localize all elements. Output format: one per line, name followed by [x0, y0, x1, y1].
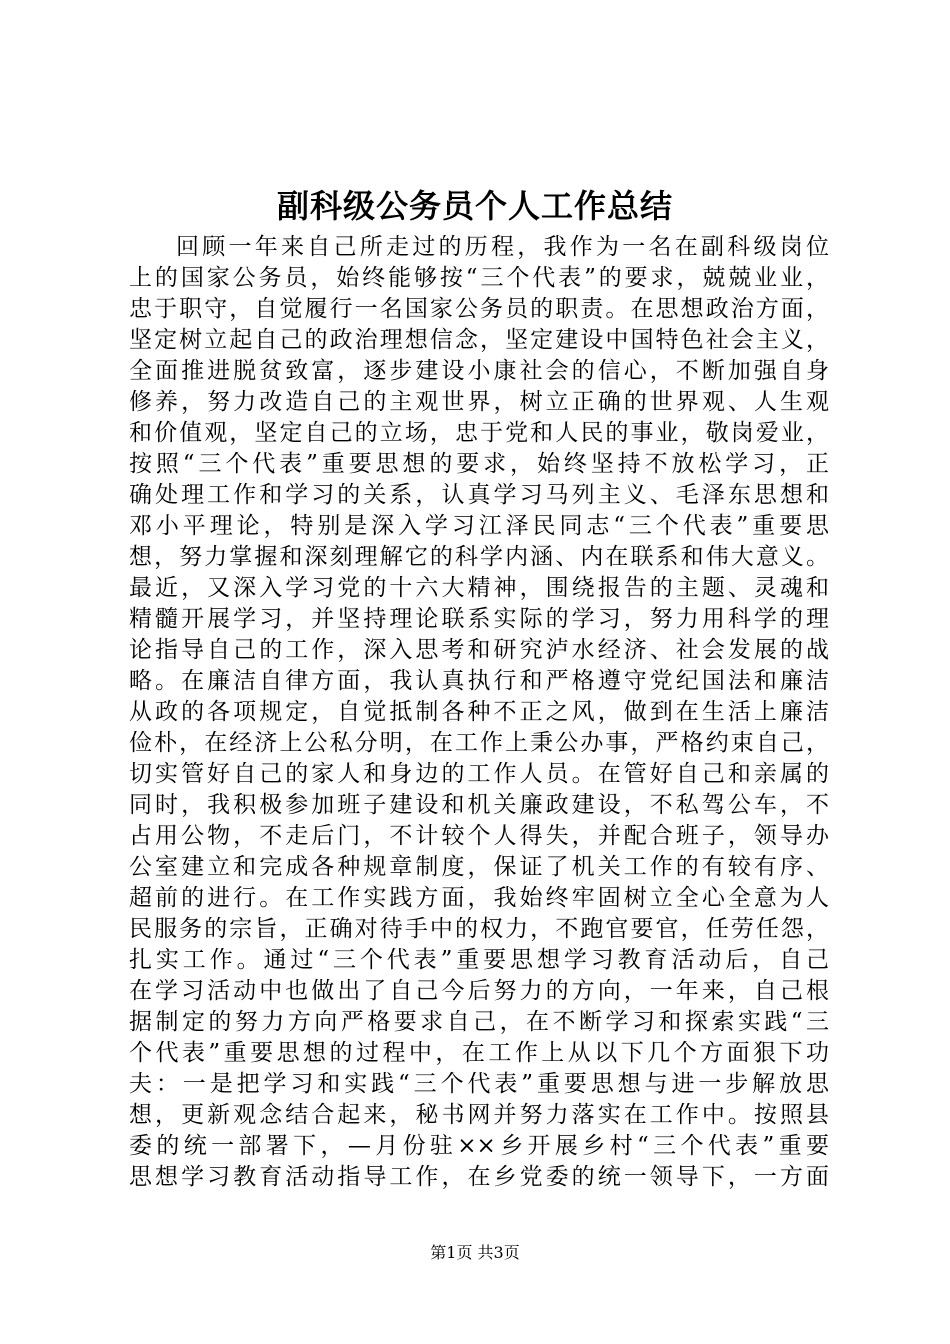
body-line: 公室建立和完成各种规章制度，保证了机关工作的有较有序、: [129, 854, 829, 880]
body-line: 从政的各项规定，自觉抵制各种不正之风，做到在生活上廉洁: [129, 699, 829, 725]
body-line: 修养，努力改造自己的主观世界，树立正确的世界观、人生观: [129, 389, 829, 415]
body-line: 扎实工作。通过“三个代表”重要思想学习教育活动后，自己: [129, 947, 829, 973]
document-title: 副科级公务员个人工作总结: [276, 187, 673, 225]
document-body: [129, 232, 829, 1193]
page-number-footer: 第1页 共3页: [430, 1243, 520, 1262]
body-line: 委的统一部署下，—月份驻××乡开展乡村“三个代表”重要: [129, 1133, 829, 1159]
body-line: 忠于职守，自觉履行一名国家公务员的职责。在思想政治方面，: [129, 296, 829, 322]
body-line: 上的国家公务员，始终能够按“三个代表”的要求，兢兢业业，: [129, 265, 829, 291]
body-line: 俭朴，在经济上公私分明，在工作上秉公办事，严格约束自己，: [129, 730, 829, 756]
body-line: 邓小平理论，特别是深入学习江泽民同志“三个代表”重要思: [129, 513, 829, 539]
body-line: 思想学习教育活动指导工作，在乡党委的统一领导下，一方面: [129, 1164, 829, 1190]
body-line: 略。在廉洁自律方面，我认真执行和严格遵守党纪国法和廉洁: [129, 668, 829, 694]
body-line: 想，更新观念结合起来，秘书网并努力落实在工作中。按照县: [129, 1102, 829, 1128]
body-line: 和价值观，坚定自己的立场，忠于党和人民的事业，敬岗爱业，: [129, 420, 829, 446]
body-line: 超前的进行。在工作实践方面，我始终牢固树立全心全意为人: [129, 885, 829, 911]
body-line: 个代表”重要思想的过程中，在工作上从以下几个方面狠下功: [129, 1040, 829, 1066]
body-line: 夫：一是把学习和实践“三个代表”重要思想与进一步解放思: [129, 1071, 829, 1097]
body-line: 坚定树立起自己的政治理想信念，坚定建设中国特色社会主义，: [129, 327, 829, 353]
body-line: 切实管好自己的家人和身边的工作人员。在管好自己和亲属的: [129, 761, 829, 787]
body-line: 据制定的努力方向严格要求自己，在不断学习和探索实践“三: [129, 1009, 829, 1035]
body-line: 占用公物，不走后门，不计较个人得失，并配合班子，领导办: [129, 823, 829, 849]
body-line: 按照“三个代表”重要思想的要求，始终坚持不放松学习，正: [129, 451, 829, 477]
body-line: 回顾一年来自己所走过的历程，我作为一名在副科级岗位: [176, 234, 829, 260]
body-line: 精髓开展学习，并坚持理论联系实际的学习，努力用科学的理: [129, 606, 829, 632]
body-line: 在学习活动中也做出了自己今后努力的方向，一年来，自己根: [129, 978, 829, 1004]
body-line: 同时，我积极参加班子建设和机关廉政建设，不私驾公车，不: [129, 792, 829, 818]
body-line: 民服务的宗旨，正确对待手中的权力，不跑官要官，任劳任怨，: [129, 916, 829, 942]
body-line: 确处理工作和学习的关系，认真学习马列主义、毛泽东思想和: [129, 482, 829, 508]
body-line: 论指导自己的工作，深入思考和研究泸水经济、社会发展的战: [129, 637, 829, 663]
body-line: 想，努力掌握和深刻理解它的科学内涵、内在联系和伟大意义。: [129, 544, 829, 570]
body-line: 最近，又深入学习党的十六大精神，围绕报告的主题、灵魂和: [129, 575, 829, 601]
body-line: 全面推进脱贫致富，逐步建设小康社会的信心，不断加强自身: [129, 358, 829, 384]
